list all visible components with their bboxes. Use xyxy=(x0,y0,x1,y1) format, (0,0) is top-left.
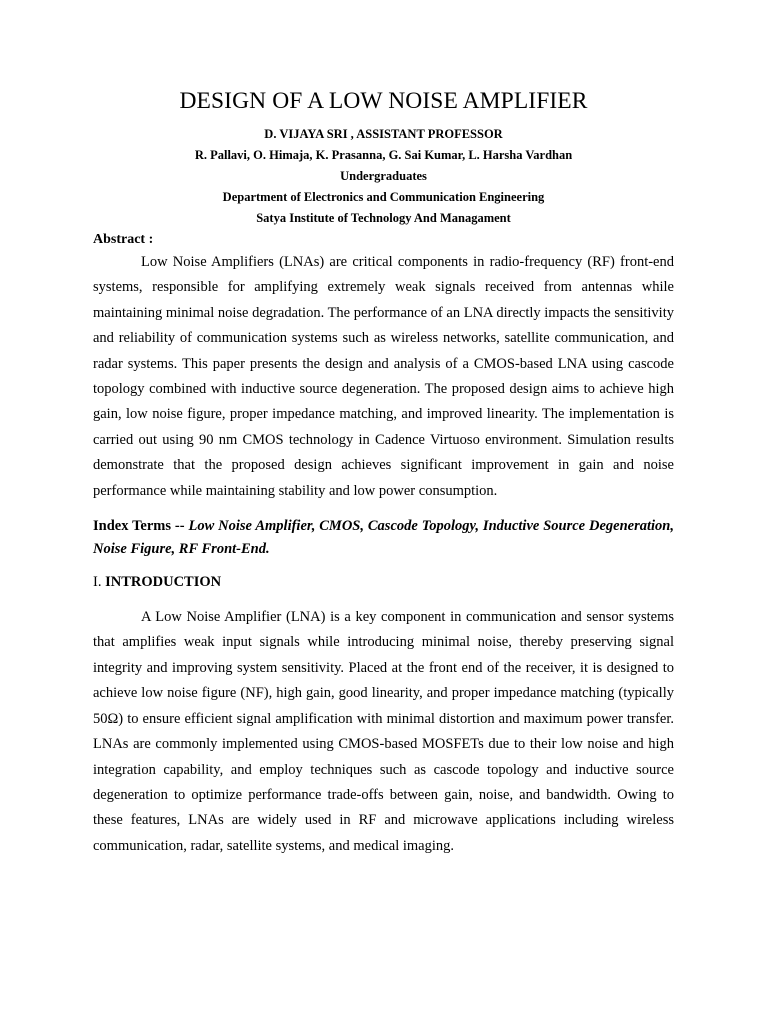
section-title: INTRODUCTION xyxy=(105,574,222,591)
introduction-text: A Low Noise Amplifier (LNA) is a key component in communication and sensor systems that amplifies weak input signals while introducing minimal noise, thereby preserving signal integrity and improving system sensitivity. Placed at the front end of the receiver, it is designed to achieve low noise figure (NF), high gain, good linearity, and proper impedance matching (typically 50Ω) to ensure efficient signal amplification with minimal distortion and maximum power transfer. LNAs are commonly implemented using CMOS-based MOSFETs due to their low noise and high integration capability, and employ techniques such as cascode topology and inductive source degeneration to optimize performance trade-offs between gain, noise, and bandwidth. Owing to these features, LNAs are widely used in RF and microwave applications including wireless communication, radar, satellite systems, and medical imaging. xyxy=(93,609,674,854)
index-terms-list: Low Noise Amplifier, CMOS, Cascode Topology, Inductive Source Degeneration, Noise Figure, RF Front-End. xyxy=(93,518,674,558)
section-number: I. xyxy=(93,574,106,591)
student-authors-line: R. Pallavi, O. Himaja, K. Prasanna, G. Sai Kumar, L. Harsha Vardhan xyxy=(194,148,573,162)
department-line: Department of Electronics and Communication Engineering xyxy=(222,190,545,204)
paper-title: DESIGN OF A LOW NOISE AMPLIFIER xyxy=(179,88,588,114)
student-role-line: Undergraduates xyxy=(340,169,427,183)
index-terms xyxy=(93,515,674,561)
index-terms-label: Index Terms -- xyxy=(93,518,189,535)
abstract-text: Low Noise Amplifiers (LNAs) are critical components in radio-frequency (RF) front-end systems, responsible for amplifying extremely weak signals received from antennas while maintaining minimal noise degradation. The performance of an LNA directly impacts the sensitivity and reliability of communication systems such as wireless networks, satellite communication, and radar systems. This paper presents the design and analysis of a CMOS-based LNA using cascode topology combined with inductive source degeneration. The proposed design aims to achieve high gain, low noise figure, proper impedance matching, and improved linearity. The implementation is carried out using 90 nm CMOS technology in Cadence Virtuoso environment. Simulation results demonstrate that the proposed design achieves significant improvement in gain and noise performance while maintaining stability and low power consumption. xyxy=(93,254,674,499)
institute-line: Satya Institute of Technology And Managament xyxy=(256,211,511,225)
paper-page xyxy=(93,86,674,859)
abstract-heading: Abstract : xyxy=(93,232,154,247)
author-line: D. VIJAYA SRI , ASSISTANT PROFESSOR xyxy=(264,127,503,141)
introduction-heading xyxy=(93,572,674,592)
